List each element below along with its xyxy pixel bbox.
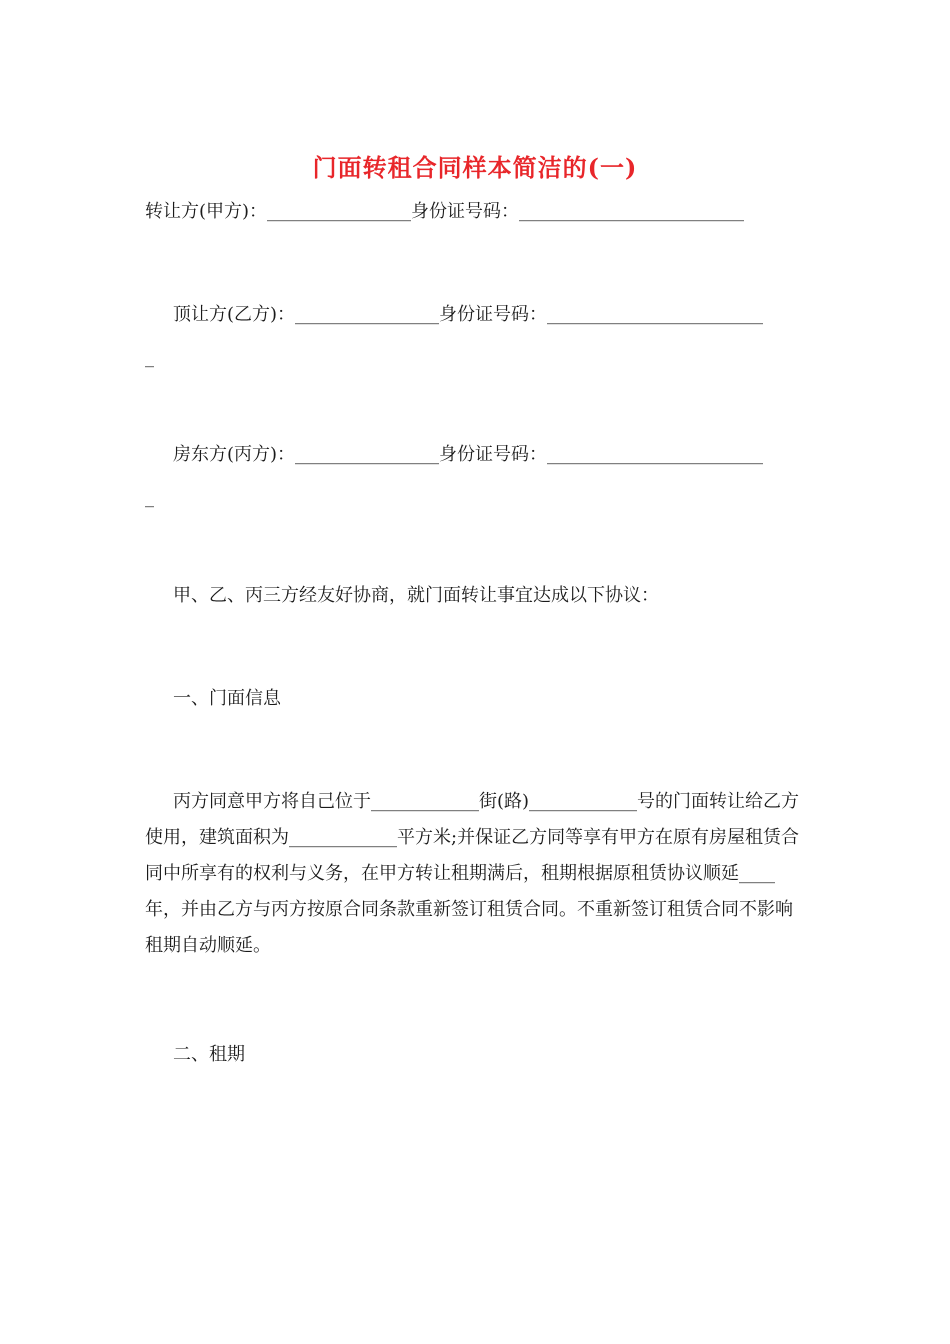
document-title: 门面转租合同样本简洁的(一) — [312, 153, 638, 182]
party-a-line: 转让方(甲方)：________________身份证号码：_________________________ — [145, 201, 745, 222]
party-b-line: 顶让方(乙方)：________________身份证号码：________________________ — [173, 304, 764, 325]
party-b-continuation: _ — [145, 347, 154, 368]
section-1-heading: 一、门面信息 — [173, 688, 281, 709]
party-c-line: 房东方(丙方)：________________身份证号码：________________________ — [173, 444, 764, 465]
section-2-heading: 二、租期 — [173, 1044, 245, 1065]
section-1-body: 丙方同意甲方将自己位于____________街(路)____________号的门面转让给乙方使用，建筑面积为____________平方米;并保证乙方同等享有甲方在原有房屋租赁合同中所享有的权利与义务，在甲方转让租期满后，租期根据原租赁协议顺延____年，并由乙方与丙方按原合同条款重新签订租赁合同。不重新签订租赁合同不影响租期自动顺延。 — [145, 791, 800, 956]
intro-paragraph: 甲、乙、丙三方经友好协商，就门面转让事宜达成以下协议： — [173, 585, 659, 606]
party-c-continuation: _ — [145, 487, 154, 508]
